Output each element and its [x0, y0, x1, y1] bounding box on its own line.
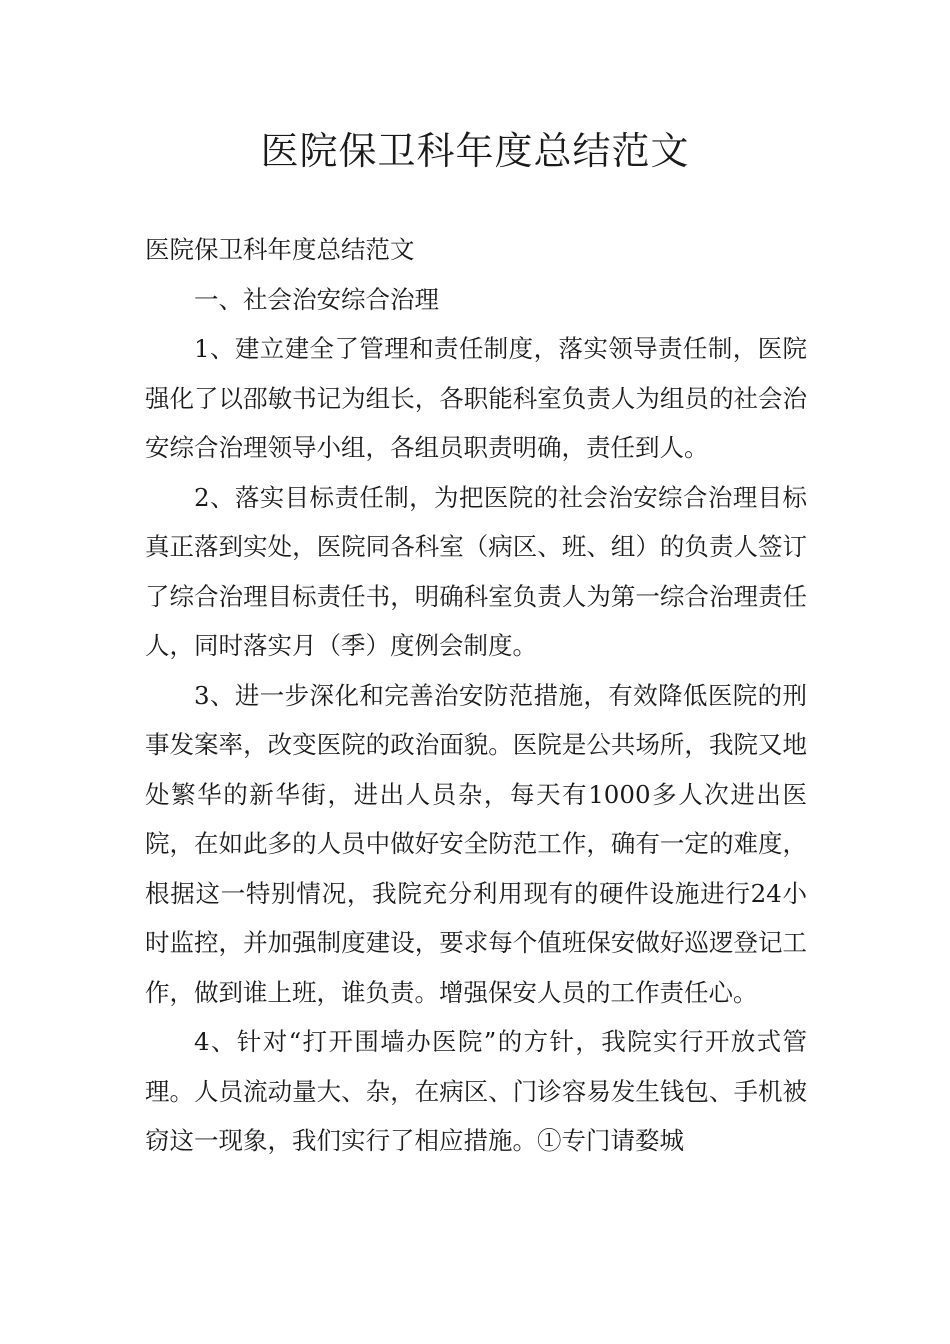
document-subtitle: 医院保卫科年度总结范文 [145, 235, 415, 264]
document-body [145, 225, 807, 1166]
paragraph: 3、进一步深化和完善治安防范措施，有效降低医院的刑事发案率，改变医院的政治面貌。医院是公共场所，我院又地处繁华的新华街，进出人员杂，每天有1000多人次进出医院，在如此多的人员中做好安全防范工作，确有一定的难度，根据这一特别情况，我院充分利用现有的硬件设施进行24小时监控，并加强制度建设，要求每个值班保安做好巡逻登记工作，做到谁上班，谁负责。增强保安人员的工作责任心。 [145, 680, 807, 1007]
paragraph: 1、建立建全了管理和责任制度，落实领导责任制，医院强化了以邵敏书记为组长，各职能科室负责人为组员的社会治安综合治理领导小组，各组员职责明确，责任到人。 [145, 334, 807, 462]
document-title: 医院保卫科年度总结范文 [260, 129, 690, 173]
paragraph: 4、针对“打开围墙办医院”的方针，我院实行开放式管理。人员流动量大、杂，在病区、门诊容易发生钱包、手机被窃这一现象，我们实行了相应措施。①专门请婺城 [145, 1027, 807, 1155]
paragraph: 2、落实目标责任制，为把医院的社会治安综合治理目标真正落到实处，医院同各科室（病区、班、组）的负责人签订了综合治理目标责任书，明确科室负责人为第一综合治理责任人，同时落实月（季）度例会制度。 [145, 482, 807, 660]
section-heading: 一、社会治安综合治理 [194, 284, 439, 314]
